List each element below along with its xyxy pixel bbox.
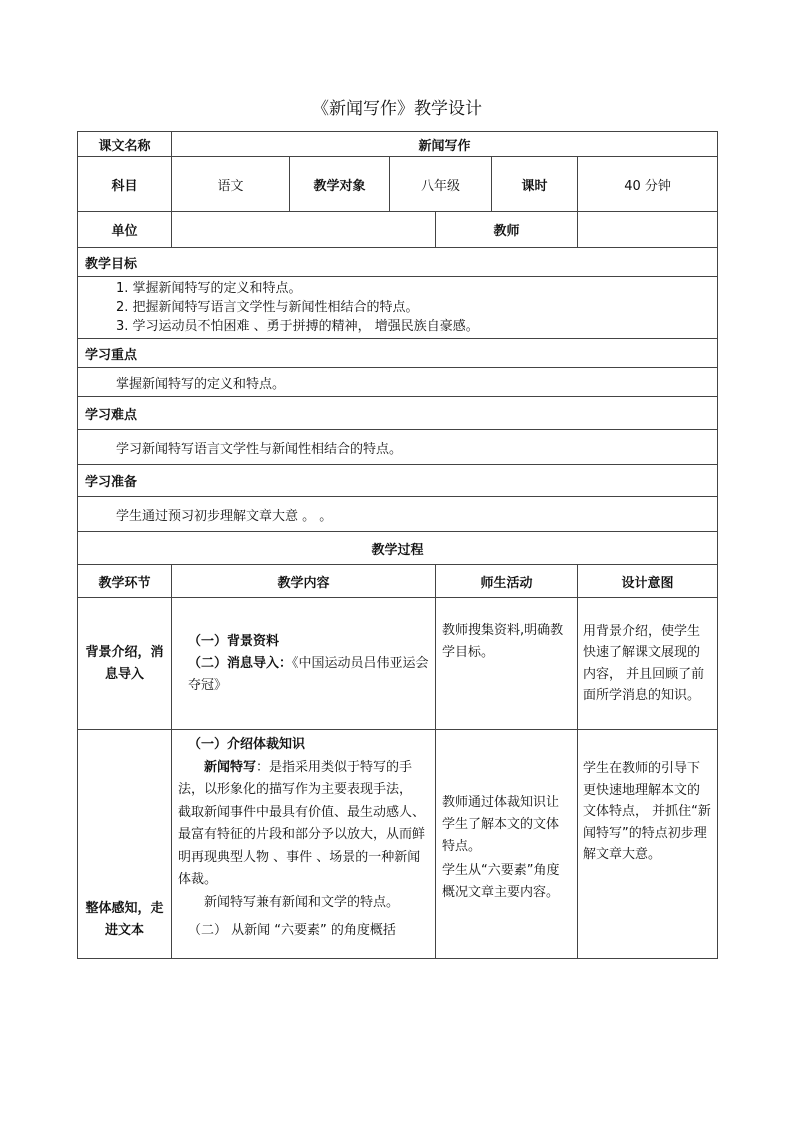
goal-item: 3. 学习运动员不怕困难 、勇于拼搏的精神， 增强民族自豪感。 — [116, 319, 479, 334]
subject-label: 科目 — [78, 157, 172, 212]
teacher-label: 教师 — [436, 212, 578, 248]
goal-item: 1. 掌握新闻特写的定义和特点。 — [116, 281, 302, 296]
prep-heading: 学习准备 — [78, 465, 718, 497]
course-name-label: 课文名称 — [78, 132, 172, 157]
goals-heading: 教学目标 — [78, 248, 718, 277]
teacher-value — [578, 212, 718, 248]
content-paragraph — [178, 757, 429, 892]
difficulty-text: 学习新闻特写语言文学性与新闻性相结合的特点。 — [78, 430, 718, 465]
content-cell — [172, 730, 436, 959]
activity-text: 教师通过体裁知识让学生了解本文的文体特点。 — [442, 795, 560, 854]
focus-heading: 学习重点 — [78, 339, 718, 368]
stage-cell: 背景介绍，消息导入 — [78, 598, 172, 730]
activity-cell — [436, 730, 578, 959]
intent-cell: 用背景介绍，使学生快速了解课文展现的内容， 并且回顾了前面所学消息的知识。 — [578, 598, 718, 730]
difficulty-heading: 学习难点 — [78, 397, 718, 430]
hours-label: 课时 — [492, 157, 578, 212]
course-name-value: 新闻写作 — [172, 132, 718, 157]
target-label: 教学对象 — [290, 157, 390, 212]
content-line-bold: （二）消息导入： — [188, 655, 293, 671]
content-line-rest: 《中国运动员吕伟亚运会夺冠》 — [188, 655, 429, 693]
focus-text: 掌握新闻特写的定义和特点。 — [78, 368, 718, 397]
document-title: 《新闻写作》教学设计 — [312, 99, 482, 119]
activity-cell: 教师搜集资料,明确教学目标。 — [436, 598, 578, 730]
content-paragraph: （二） 从新闻 “六要素” 的角度概括 — [188, 923, 396, 938]
header-stage: 教学环节 — [78, 565, 172, 598]
unit-value — [172, 212, 436, 248]
prep-text: 学生通过预习初步理解文章大意 。 。 — [78, 497, 718, 532]
content-line — [178, 653, 429, 697]
activity-text: 学生从“六要素”角度概况文章主要内容。 — [442, 863, 560, 900]
process-row — [78, 598, 718, 730]
unit-label: 单位 — [78, 212, 172, 248]
content-cell — [172, 598, 436, 730]
header-content: 教学内容 — [172, 565, 436, 598]
stage-cell: 整体感知，走进文本 — [78, 730, 172, 959]
hours-value: 40 分钟 — [578, 157, 718, 212]
process-row — [78, 730, 718, 959]
header-activity: 师生活动 — [436, 565, 578, 598]
term-label: 新闻特写 — [204, 759, 257, 775]
target-value: 八年级 — [390, 157, 492, 212]
intent-cell: 学生在教师的引导下更快速地理解本文的文体特点， 并抓住“新闻特写”的特点初步理解文章大意。 — [578, 730, 718, 959]
goal-item: 2. 把握新闻特写语言文学性与新闻性相结合的特点。 — [116, 300, 419, 315]
process-heading: 教学过程 — [78, 532, 718, 565]
goals-list — [78, 277, 718, 339]
term-definition: ：是指采用类似于特写的手法，以形象化的描写作为主要表现手法， 截取新闻事件中最具有价值、最生动感人、最富有特征的片段和部分予以放大，从而鲜明再现典型人物 、事件 、场景的一种新闻体裁。 — [178, 759, 426, 887]
content-line: （一）背景资料 — [188, 633, 280, 649]
header-intent: 设计意图 — [578, 565, 718, 598]
content-paragraph: 新闻特写兼有新闻和文学的特点。 — [204, 894, 400, 910]
content-heading: （一）介绍体裁知识 — [188, 737, 306, 752]
lesson-plan-table — [77, 131, 718, 959]
subject-value: 语文 — [172, 157, 290, 212]
